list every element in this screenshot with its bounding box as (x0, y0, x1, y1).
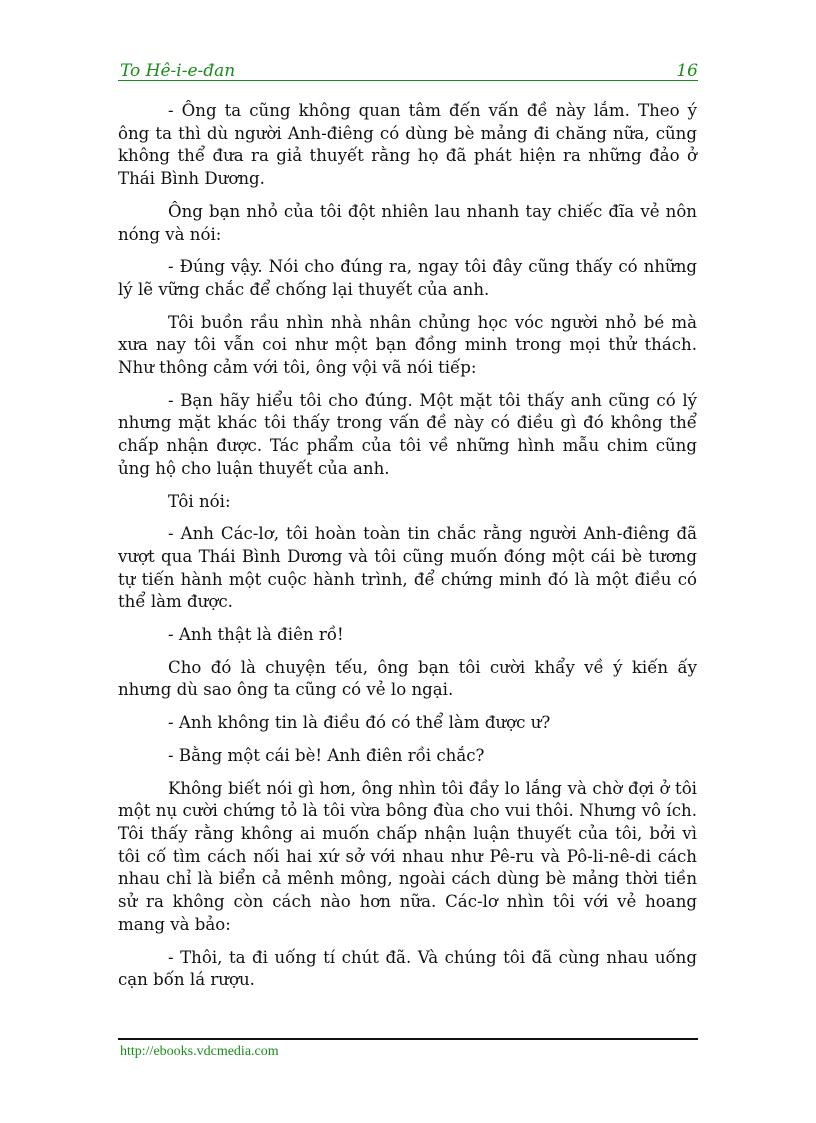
page-number: 16 (676, 61, 698, 81)
header-title: To Hê-i-e-đan (120, 61, 236, 81)
paragraph: Tôi nói: (168, 491, 231, 511)
paragraph: - Thôi, ta đi uống tí chút đã. Và chúng tôi đã cùng nhau uống cạn bốn lá rượu. (118, 947, 697, 990)
paragraph: Không biết nói gì hơn, ông nhìn tôi đầy lo lắng và chờ đợi ở tôi một nụ cười chứng tỏ là tôi vừa bông đùa cho vui thôi. Nhưng vô ích. Tôi thấy rằng không ai muốn chấp nhận luận thuyết của tôi, bởi vì tôi cố tìm cách nối hai xứ sở với nhau như Pê-ru và Pô-li-nê-di cách nhau chỉ là biển cả mênh mông, ngoài cách dùng bè mảng thời tiền sử ra không còn cách nào hơn nữa. Các-lơ nhìn tôi với vẻ hoang mang và bảo: (118, 778, 697, 934)
paragraph: - Ông ta cũng không quan tâm đến vấn đề này lắm. Theo ý ông ta thì dù người Anh-điêng có dùng bè mảng đi chăng nữa, cũng không thể đưa ra giả thuyết rằng họ đã phát hiện ra những đảo ở Thái Bình Dương. (118, 101, 697, 189)
paragraph: - Đúng vậy. Nói cho đúng ra, ngay tôi đây cũng thấy có những lý lẽ vững chắc để chống lại thuyết của anh. (118, 257, 697, 299)
paragraph: - Anh thật là điên rồ! (168, 625, 344, 645)
paragraph: - Anh Các-lơ, tôi hoàn toàn tin chắc rằng người Anh-điêng đã vượt qua Thái Bình Dương và tôi cũng muốn đóng một cái bè tương tự tiến hành một cuộc hành trình, để chứng minh đó là một điều có thể làm được. (118, 524, 697, 612)
body-text (118, 100, 697, 1002)
paragraph: Cho đó là chuyện tếu, ông bạn tôi cười khẩy về ý kiến ấy nhưng dù sao ông ta cũng có vẻ lo ngại. (118, 657, 697, 700)
footer-url-link[interactable]: http://ebooks.vdcmedia.com (120, 1044, 279, 1059)
paragraph: Tôi buồn rầu nhìn nhà nhân chủng học vóc người nhỏ bé mà xưa nay tôi vẫn coi như một bạn đồng minh trong mọi thử thách. Như thông cảm với tôi, ông vội vã nói tiếp: (118, 312, 697, 378)
footer-divider (118, 1038, 698, 1040)
paragraph: - Bằng một cái bè! Anh điên rồi chắc? (168, 745, 485, 765)
paragraph: - Bạn hãy hiểu tôi cho đúng. Một mặt tôi thấy anh cũng có lý nhưng mặt khác tôi thấy trong vấn đề này có điều gì đó không thể chấp nhận được. Tác phẩm của tôi về những hình mẫu chim cũng ủng hộ cho luận thuyết của anh. (118, 390, 697, 478)
running-header (118, 60, 698, 82)
paragraph: - Anh không tin là điều đó có thể làm được ư? (168, 713, 551, 733)
paragraph: Ông bạn nhỏ của tôi đột nhiên lau nhanh tay chiếc đĩa vẻ nôn nóng và nói: (118, 201, 697, 244)
header-divider (118, 80, 698, 81)
